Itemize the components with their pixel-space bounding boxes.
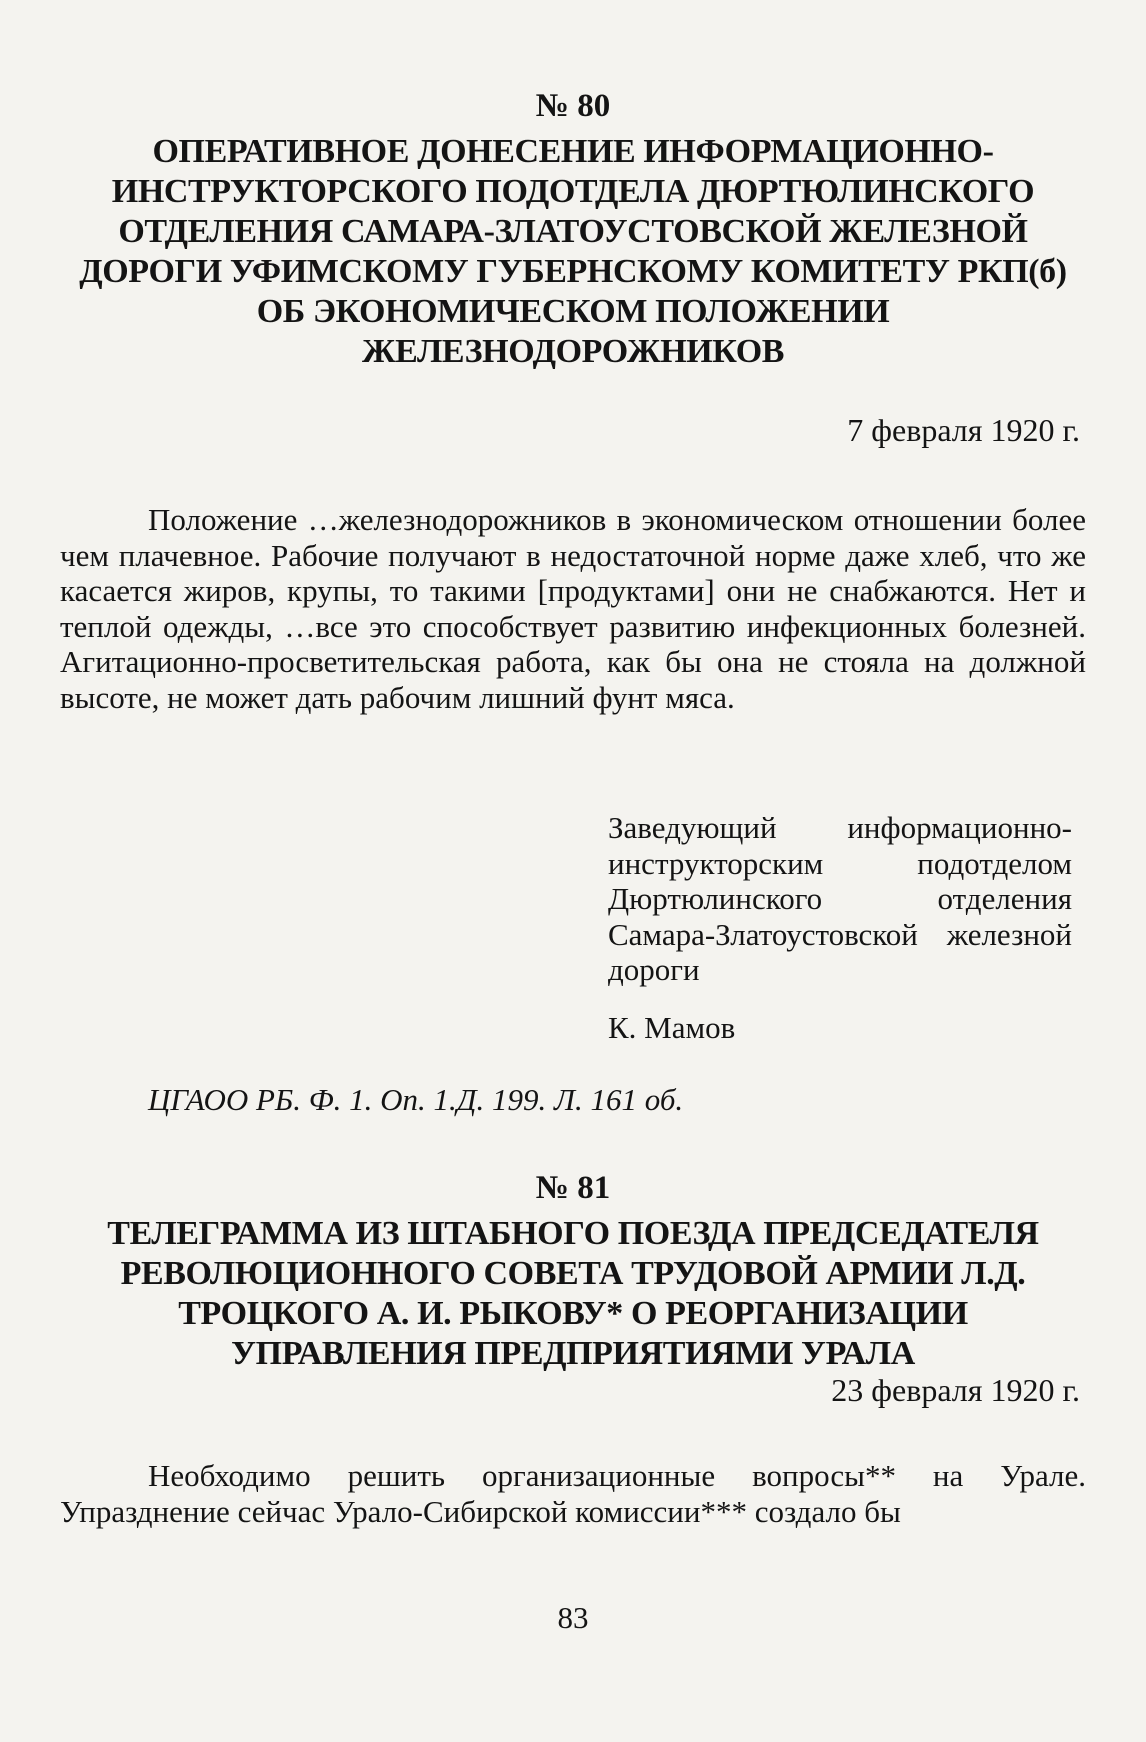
document-80-title: ОПЕРАТИВНОЕ ДОНЕСЕНИЕ ИНФОРМАЦИОННО- ИНСТРУКТОРСКОГО ПОДОТДЕЛА ДЮРТЮЛИНСКОГО ОТДЕЛЕНИЯ САМАРА-ЗЛАТОУСТОВСКОЙ ЖЕЛЕЗНОЙ ДОРОГИ УФИМСКОМУ ГУБЕРНСКОМУ КОМИТЕТУ РКП(б) ОБ ЭКОНОМИЧЕСКОМ ПОЛОЖЕНИИ ЖЕЛЕЗНОДОРОЖНИКОВ xyxy=(79,133,1067,370)
document-81-body: Необходимо решить организационные вопросы** на Урале. Упразднение сейчас Урало-Сибирской комиссии*** создало бы xyxy=(60,1458,1086,1529)
document-80-signer: К. Мамов xyxy=(608,1010,736,1045)
document-80-archive-reference: ЦГАОО РБ. Ф. 1. Оп. 1.Д. 199. Л. 161 об. xyxy=(148,1082,684,1117)
page-number: 83 xyxy=(557,1600,589,1635)
document-80-date: 7 февраля 1920 г. xyxy=(847,412,1080,448)
document-80-number: № 80 xyxy=(535,88,611,124)
document-81-title: ТЕЛЕГРАММА ИЗ ШТАБНОГО ПОЕЗДА ПРЕДСЕДАТЕЛЯ РЕВОЛЮЦИОННОГО СОВЕТА ТРУДОВОЙ АРМИИ Л.Д. ТРОЦКОГО А. И. РЫКОВУ* О РЕОРГАНИЗАЦИИ УПРАВЛЕНИЯ ПРЕДПРИЯТИЯМИ УРАЛА xyxy=(107,1215,1039,1372)
document-81-number: № 81 xyxy=(535,1170,611,1206)
document-80-body: Положение …железнодорожников в экономическом отношении более чем плачевное. Рабочие получают в недостаточной норме даже хлеб, что же касается жиров, крупы, то такими [продуктами] они не снабжаются. Нет и теплой одежды, …все это способствует развитию инфекционных болезней. Агитационно-просветительская работа, как бы она не стояла на должной высоте, не может дать рабочим лишний фунт мяса. xyxy=(60,502,1086,715)
document-80-signature-position: Заведующий информационно-инструкторским подотделом Дюртюлинского отделения Самара-Златоустовской железной дороги xyxy=(608,810,1072,987)
document-81-date: 23 февраля 1920 г. xyxy=(831,1372,1080,1408)
